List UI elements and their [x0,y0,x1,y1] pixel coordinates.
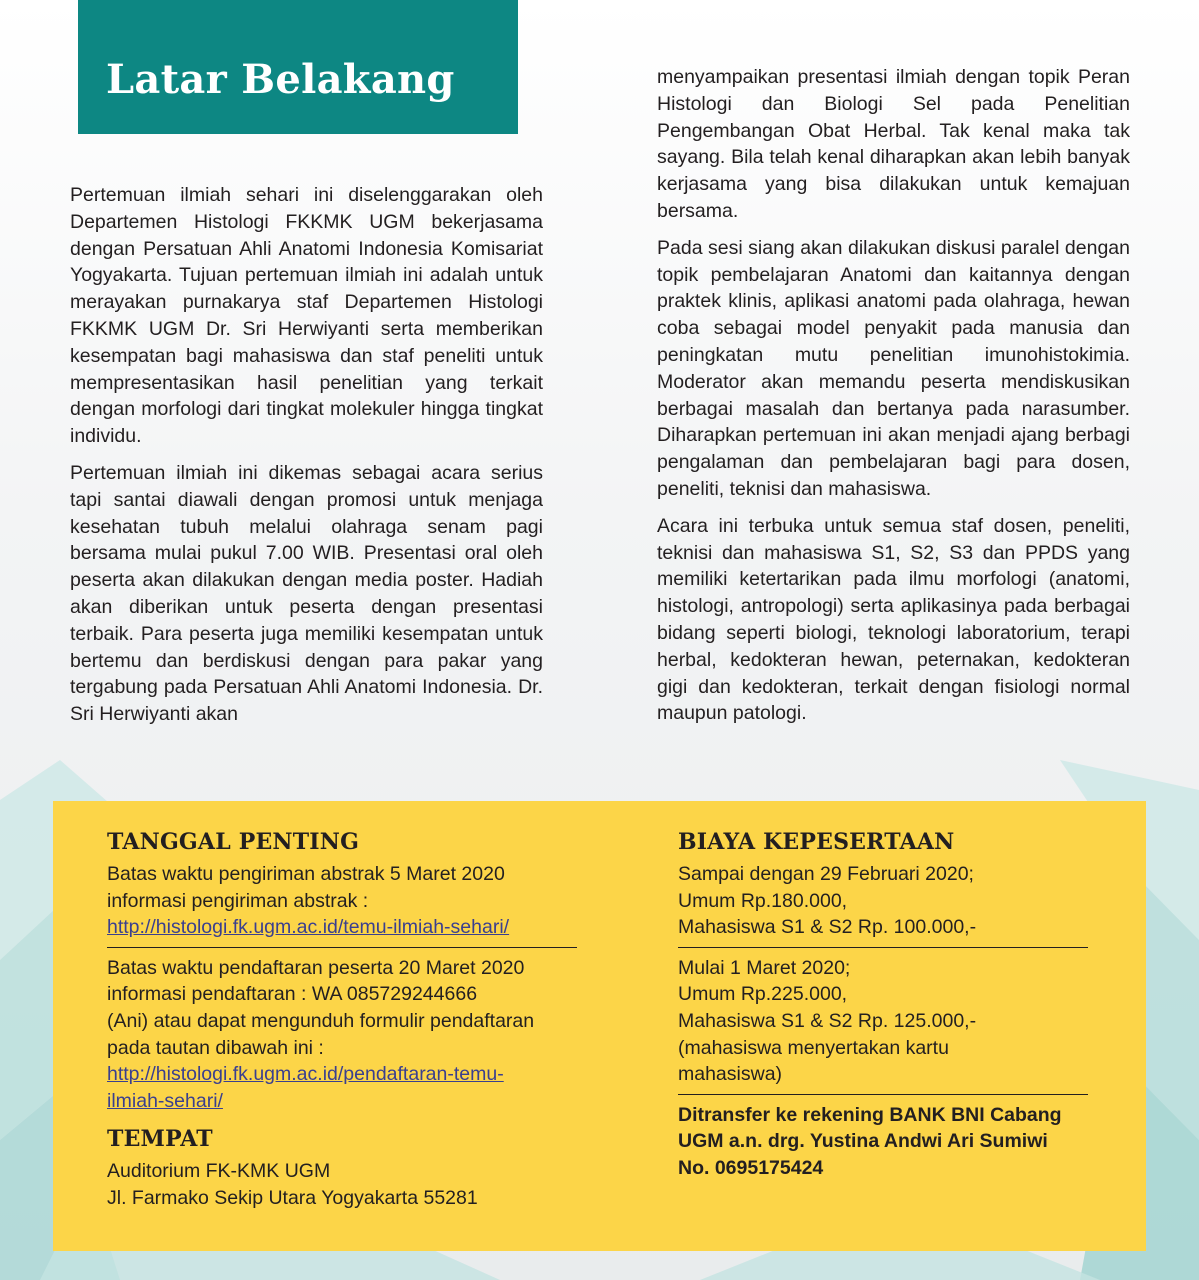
transfer-line-2: UGM a.n. drg. Yustina Andwi Ari Sumiwi [678,1130,1048,1153]
biaya-late-3: Mahasiswa S1 & S2 Rp. 125.000,- [678,1009,977,1032]
page-title: Latar Belakang [106,56,455,103]
info-box [53,801,1146,1251]
registration-link-2[interactable]: ilmiah-sehari/ [107,1089,223,1112]
abstract-info: informasi pengiriman abstrak : [107,889,369,912]
biaya-early-2: Umum Rp.180.000, [678,889,848,912]
right-column [657,64,1130,737]
abstract-deadline: Batas waktu pengiriman abstrak 5 Maret 2020 [107,863,505,885]
right-paragraph-1: menyampaikan presentasi ilmiah dengan topik Peran Histologi dan Biologi Sel pada Penelitian Pengembangan Obat Herbal. Tak kenal maka tak sayang. Bila telah kenal diharapkan akan lebih banyak kerjasama yang bisa dilakukan untuk kemajuan bersama. [657,66,1130,222]
registration-deadline: Batas waktu pendaftaran peserta 20 Maret 2020 [107,956,525,979]
divider [107,947,577,948]
registration-info: informasi pendaftaran : WA 085729244666 [107,983,478,1006]
biaya-late-5: mahasiswa) [678,1063,783,1086]
transfer-line-1: Ditransfer ke rekening BANK BNI Cabang [678,1103,1062,1126]
tanggal-penting-heading: TANGGAL PENTING [107,829,360,855]
biaya-heading: BIAYA KEPESERTAAN [678,829,955,855]
divider [678,947,1088,948]
left-paragraph-1: Pertemuan ilmiah sehari ini diselenggarakan oleh Departemen Histologi FKKMK UGM bekerjasama dengan Persatuan Ahli Anatomi Indonesia Komisariat Yogyakarta. Tujuan pertemuan ilmiah ini adalah untuk merayakan purnakarya staf Departemen Histologi FKKMK UGM Dr. Sri Herwiyanti serta memberikan kesempatan bagi mahasiswa dan staf peneliti untuk mempresentasikan hasil penelitian yang terkait dengan morfologi dari tingkat molekuler hingga tingkat individu. [70,184,543,448]
biaya-early-1: Sampai dengan 29 Februari 2020; [678,863,974,885]
divider [678,1094,1088,1095]
tanggal-penting-section [107,829,577,1212]
biaya-late-1: Mulai 1 Maret 2020; [678,956,851,979]
left-paragraph-2: Pertemuan ilmiah ini dikemas sebagai acara serius tapi santai diawali dengan promosi untuk menjaga kesehatan tubuh melalui olahraga senam pagi bersama mulai pukul 7.00 WIB. Presentasi oral oleh peserta akan dilakukan dengan media poster. Hadiah akan diberikan untuk peserta dengan presentasi terbaik. Para peserta juga memiliki kesempatan untuk bertemu dan berdiskusi dengan para pakar yang tergabung pada Persatuan Ahli Anatomi Indonesia. Dr. Sri Herwiyanti akan [70,461,543,726]
registration-info-2: (Ani) atau dapat mengunduh formulir pendaftaran [107,1009,535,1032]
biaya-section [678,829,1088,1182]
biaya-late-4: (mahasiswa menyertakan kartu [678,1036,949,1059]
transfer-line-3: No. 0695175424 [678,1156,824,1179]
registration-link-1[interactable]: http://histologi.fk.ugm.ac.id/pendaftaran-temu- [107,1063,504,1086]
title-banner [78,0,518,134]
right-paragraph-2: Pada sesi siang akan dilakukan diskusi paralel dengan topik pembelajaran Anatomi dan kaitannya dengan praktek klinis, aplikasi anatomi pada olahraga, hewan coba sebagai model penyakit pada manusia dan peningkatan mutu penelitian imunohistokimia. Moderator akan memandu peserta mendiskusikan berbagai masalah dan bertanya pada narasumber. Diharapkan pertemuan ini akan menjadi ajang berbagi pengalaman dan pembelajaran bagi para dosen, peneliti, teknisi dan mahasiswa. [657,236,1130,500]
right-paragraph-3: Acara ini terbuka untuk semua staf dosen, peneliti, teknisi dan mahasiswa S1, S2, S3 dan PPDS yang memiliki ketertarikan pada ilmu morfologi (anatomi, histologi, antropologi) serta aplikasinya pada berbagai bidang seperti biologi, teknologi laboratorium, terapi herbal, kedokteran hewan, peternakan, kedokteran gigi dan kedokteran, terkait dengan fisiologi normal maupun patologi. [657,514,1130,725]
biaya-early-3: Mahasiswa S1 & S2 Rp. 100.000,- [678,916,977,939]
tempat-line-1: Auditorium FK-KMK UGM [107,1160,331,1183]
abstract-link[interactable]: http://histologi.fk.ugm.ac.id/temu-ilmiah-sehari/ [107,916,510,939]
tempat-line-2: Jl. Farmako Sekip Utara Yogyakarta 55281 [107,1186,478,1209]
biaya-late-2: Umum Rp.225.000, [678,983,848,1006]
registration-info-3: pada tautan dibawah ini : [107,1036,324,1059]
left-column [70,182,543,738]
tempat-heading: TEMPAT [107,1126,213,1153]
